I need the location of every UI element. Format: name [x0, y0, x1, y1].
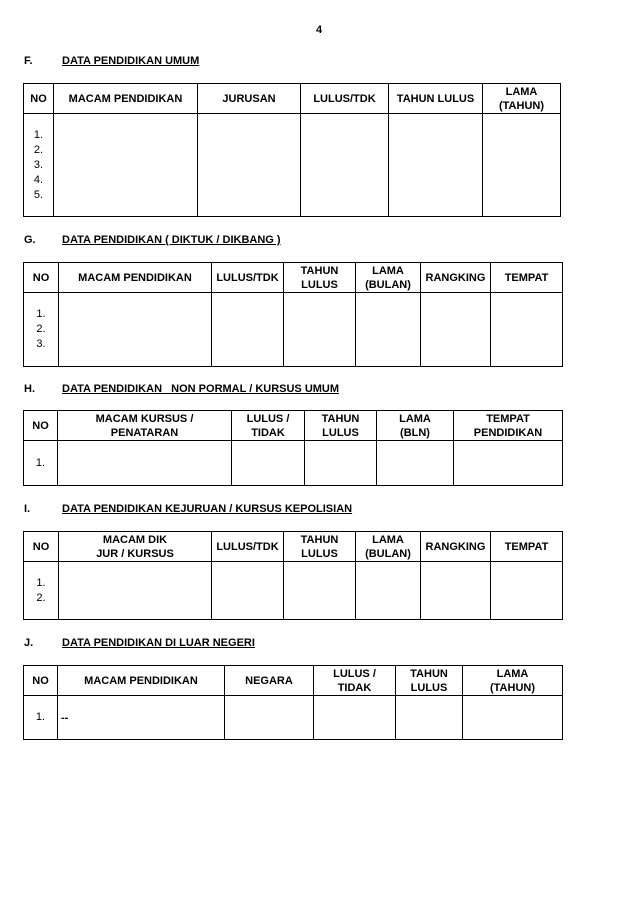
col-header: LULUS/TDK	[212, 263, 284, 293]
table-pendidikan-diktuk	[23, 262, 563, 367]
table-cell	[59, 293, 212, 367]
section-letter: G.	[24, 234, 36, 246]
row-number: 1.	[35, 456, 46, 469]
col-header: LAMA (BLN)	[377, 411, 454, 441]
row-number: 1.	[33, 128, 44, 141]
table-cell	[59, 562, 212, 620]
col-header: MACAM PENDIDIKAN	[54, 84, 198, 114]
col-header: LAMA (TAHUN)	[483, 84, 561, 114]
section-letter: J.	[24, 637, 34, 649]
table-pendidikan-umum	[23, 83, 561, 217]
table-cell	[491, 293, 563, 367]
col-header: TAHUN LULUS	[396, 666, 463, 696]
col-header: LULUS / TIDAK	[232, 411, 305, 441]
section-title: DATA PENDIDIKAN NON PORMAL / KURSUS UMUM	[62, 383, 340, 395]
col-header: JURUSAN	[198, 84, 301, 114]
col-header: LAMA (BULAN)	[356, 263, 421, 293]
table-cell	[284, 562, 356, 620]
table-cell	[483, 114, 561, 217]
section-f-heading	[24, 55, 199, 67]
col-header: NO	[24, 666, 58, 696]
table-cell	[284, 293, 356, 367]
col-header: TAHUN LULUS	[284, 532, 356, 562]
table-cell	[225, 696, 314, 740]
col-header: LULUS/TDK	[212, 532, 284, 562]
col-header: LULUS/TDK	[301, 84, 389, 114]
table-cell	[454, 441, 563, 486]
col-header: MACAM DIK JUR / KURSUS	[59, 532, 212, 562]
table-cell	[463, 696, 563, 740]
table-pendidikan-non-formal	[23, 410, 563, 486]
section-title: DATA PENDIDIKAN ( DIKTUK / DIKBANG )	[62, 234, 281, 246]
section-title: DATA PENDIDIKAN DI LUAR NEGERI	[62, 637, 255, 649]
section-letter: H.	[24, 383, 35, 395]
col-header: NO	[24, 84, 54, 114]
table-cell	[396, 696, 463, 740]
col-header: RANGKING	[421, 263, 491, 293]
section-i-heading	[24, 503, 352, 515]
table-cell	[314, 696, 396, 740]
section-h-heading	[24, 383, 339, 395]
col-header: LULUS / TIDAK	[314, 666, 396, 696]
row-numbers	[24, 293, 59, 367]
table-pendidikan-luar-negeri	[23, 665, 563, 740]
col-header: NO	[24, 411, 58, 441]
table-cell	[421, 293, 491, 367]
table-cell	[212, 293, 284, 367]
row-numbers	[24, 114, 54, 217]
section-g-heading	[24, 234, 281, 246]
row-number: 2.	[36, 591, 46, 604]
col-header: TAHUN LULUS	[389, 84, 483, 114]
table-cell	[212, 562, 284, 620]
table-cell	[305, 441, 377, 486]
row-numbers	[24, 562, 59, 620]
row-number: 3.	[33, 158, 44, 171]
col-header: NO	[24, 263, 59, 293]
col-header: LAMA (BULAN)	[356, 532, 421, 562]
table-cell	[54, 114, 198, 217]
table-cell	[301, 114, 389, 217]
row-number: 2.	[36, 323, 46, 335]
table-cell	[356, 293, 421, 367]
row-number: 1.	[36, 308, 46, 320]
col-header: TEMPAT	[491, 263, 563, 293]
col-header: RANGKING	[421, 532, 491, 562]
col-header: MACAM PENDIDIKAN	[58, 666, 225, 696]
row-number: 1.	[35, 711, 46, 723]
table-pendidikan-kejuruan	[23, 531, 563, 620]
table-cell	[421, 562, 491, 620]
row-number: 1.	[36, 576, 46, 589]
col-header: LAMA (TAHUN)	[463, 666, 563, 696]
page-number: 4	[315, 24, 323, 36]
col-header: TAHUN LULUS	[305, 411, 377, 441]
col-header: TEMPAT PENDIDIKAN	[454, 411, 563, 441]
row-numbers	[24, 696, 58, 740]
table-cell	[58, 441, 232, 486]
col-header: MACAM KURSUS / PENATARAN	[58, 411, 232, 441]
table-cell	[356, 562, 421, 620]
col-header: TEMPAT	[491, 532, 563, 562]
table-cell-value: --	[58, 696, 225, 740]
col-header: TAHUN LULUS	[284, 263, 356, 293]
col-header: NEGARA	[225, 666, 314, 696]
row-number: 4.	[33, 173, 44, 186]
section-title: DATA PENDIDIKAN KEJURUAN / KURSUS KEPOLISIAN	[62, 503, 353, 515]
table-cell	[389, 114, 483, 217]
section-j-heading	[24, 637, 255, 649]
section-letter: I.	[24, 503, 31, 515]
table-cell	[232, 441, 305, 486]
table-cell	[198, 114, 301, 217]
row-number: 3.	[36, 338, 46, 350]
row-number: 5.	[33, 188, 44, 201]
table-cell	[377, 441, 454, 486]
row-numbers	[24, 441, 58, 486]
row-number: 2.	[33, 143, 44, 156]
section-title: DATA PENDIDIKAN UMUM	[62, 55, 200, 67]
col-header: MACAM PENDIDIKAN	[59, 263, 212, 293]
section-letter: F.	[24, 55, 33, 67]
col-header: NO	[24, 532, 59, 562]
table-cell	[491, 562, 563, 620]
